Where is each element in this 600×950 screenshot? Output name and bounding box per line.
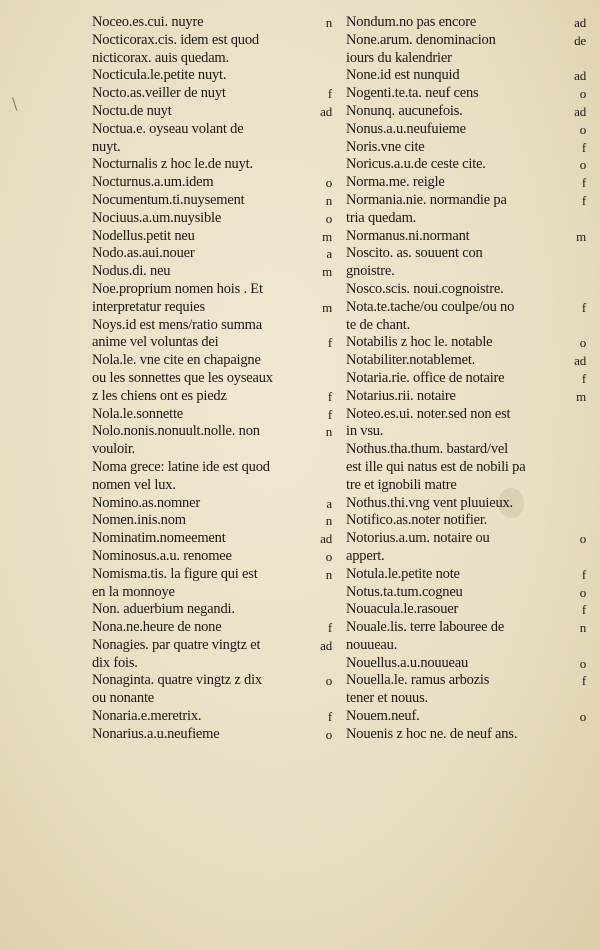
entry-continuation: te de chant.	[346, 316, 411, 333]
grammar-marker: ad	[574, 353, 586, 369]
dictionary-entry	[346, 245, 586, 281]
grammar-marker: f	[327, 335, 332, 351]
dictionary-entry	[346, 406, 586, 442]
entry-text: Non. aduerbium negandi.	[92, 601, 235, 618]
entry-continuation: nouueau.	[346, 636, 398, 653]
grammar-marker: f	[327, 86, 332, 102]
grammar-marker: f	[581, 139, 586, 155]
dictionary-entry	[92, 228, 332, 246]
grammar-marker: m	[322, 228, 332, 244]
right-column	[346, 14, 586, 744]
dictionary-entry	[92, 512, 332, 530]
dictionary-entry	[92, 423, 332, 459]
dictionary-entry	[346, 388, 586, 406]
entry-text: Noricus.a.u.de ceste cite.	[346, 156, 486, 173]
grammar-marker: n	[579, 620, 586, 636]
entry-continuation: gnoistre.	[346, 263, 395, 280]
dictionary-entry	[346, 174, 586, 192]
grammar-marker: o	[579, 121, 586, 137]
entry-text: Nota.te.tache/ou coulpe/ou no	[346, 298, 515, 315]
dictionary-entry	[346, 441, 586, 459]
entry-text: Notorius.a.um. notaire ou	[346, 530, 490, 547]
entry-continuation: dix fois.	[92, 654, 138, 671]
entry-text: Nouellus.a.u.nouueau	[346, 654, 469, 671]
entry-text: Notarius.rii. notaire	[346, 387, 456, 404]
dictionary-entry	[92, 726, 332, 744]
dictionary-entry	[346, 14, 586, 32]
entry-text: Notabiliter.notablemet.	[346, 352, 476, 369]
dictionary-entry	[92, 210, 332, 228]
grammar-marker: ad	[320, 531, 332, 547]
entry-text: Noctu.de nuyt	[92, 102, 172, 119]
dictionary-entry	[92, 14, 332, 32]
dictionary-entry	[346, 192, 586, 228]
margin-mark: \	[12, 94, 18, 113]
dictionary-entry	[346, 228, 586, 246]
entry-text: Nouem.neuf.	[346, 708, 420, 725]
dictionary-entry	[346, 370, 586, 388]
entry-text: Nonunq. aucunefois.	[346, 102, 463, 119]
entry-continuation: vouloir.	[92, 441, 136, 458]
entry-text: Nonarius.a.u.neufieme	[92, 725, 220, 742]
dictionary-entry	[92, 85, 332, 103]
dictionary-entry	[92, 156, 332, 174]
dictionary-entry	[346, 566, 586, 584]
entry-text: Nominatim.nomeement	[92, 530, 226, 547]
grammar-marker: ad	[320, 103, 332, 119]
entry-text: Nonus.a.u.neufuieme	[346, 120, 466, 137]
dictionary-entry	[346, 601, 586, 619]
dictionary-entry	[346, 672, 586, 708]
entry-text: Nomino.as.nomner	[92, 494, 200, 511]
dictionary-entry	[92, 459, 332, 495]
grammar-marker: o	[579, 531, 586, 547]
entry-text: ou les sonnettes que les oyseaux	[92, 369, 273, 386]
entry-text: Nocturnus.a.um.idem	[92, 174, 214, 191]
grammar-marker: f	[581, 602, 586, 618]
dictionary-entry	[346, 32, 586, 68]
grammar-marker: a	[326, 495, 332, 511]
entry-text: Nocumentum.ti.nuysement	[92, 191, 245, 208]
dictionary-entry	[346, 139, 586, 157]
entry-text: Nosco.scis. noui.cognoistre.	[346, 280, 504, 297]
entry-text: Nouella.le. ramus arbozis	[346, 672, 490, 689]
entry-continuation: nuyt.	[92, 138, 121, 155]
entry-text: z les chiens ont es piedz	[92, 387, 227, 404]
grammar-marker: ad	[574, 103, 586, 119]
dictionary-entry	[346, 512, 586, 530]
entry-continuation: in vsu.	[346, 423, 384, 440]
entry-text: interpretatur requies	[92, 298, 205, 315]
grammar-marker: f	[581, 566, 586, 582]
dictionary-entry	[92, 406, 332, 424]
grammar-marker: o	[579, 584, 586, 600]
dictionary-entry	[92, 334, 332, 352]
entry-text: Nouacula.le.rasouer	[346, 601, 459, 618]
dictionary-entry	[92, 192, 332, 210]
entry-text: Nodus.di. neu	[92, 263, 171, 280]
entry-text: None.id est nunquid	[346, 67, 460, 84]
entry-text: Nocticorax.cis. idem est quod	[92, 31, 259, 48]
entry-text: Nocturnalis z hoc le.de nuyt.	[92, 156, 253, 173]
dictionary-entry	[346, 85, 586, 103]
grammar-marker: f	[581, 192, 586, 208]
entry-text: Nola.le.sonnette	[92, 405, 184, 422]
dictionary-entry	[92, 370, 332, 388]
dictionary-entry	[346, 334, 586, 352]
dictionary-entry	[346, 121, 586, 139]
entry-text: Normanus.ni.normant	[346, 227, 470, 244]
entry-text: anime vel voluntas dei	[92, 334, 219, 351]
dictionary-entry	[92, 495, 332, 513]
grammar-marker: o	[579, 709, 586, 725]
grammar-marker: f	[327, 406, 332, 422]
dictionary-entry	[92, 566, 332, 602]
entry-text: Noceo.es.cui. nuyre	[92, 14, 204, 30]
dictionary-entry	[92, 530, 332, 548]
entry-text: Nociuus.a.um.nuysible	[92, 209, 222, 226]
dictionary-entry	[92, 601, 332, 619]
entry-text: Nocticula.le.petite nuyt.	[92, 67, 227, 84]
grammar-marker: m	[576, 388, 586, 404]
entry-text: Nogenti.te.ta. neuf cens	[346, 85, 479, 102]
dictionary-entry	[346, 103, 586, 121]
entry-continuation: ou nonante	[92, 690, 155, 707]
dictionary-entry	[92, 50, 332, 68]
dictionary-entry	[92, 352, 332, 370]
entry-text: Nola.le. vne cite en chapaigne	[92, 352, 261, 369]
dictionary-entry	[346, 584, 586, 602]
entry-continuation: tre et ignobili matre	[346, 476, 457, 493]
grammar-marker: f	[581, 175, 586, 191]
entry-text: Norma.me. reigle	[346, 174, 445, 191]
grammar-marker: f	[581, 299, 586, 315]
grammar-marker: ad	[574, 15, 586, 30]
dictionary-entry	[92, 317, 332, 335]
grammar-marker: o	[325, 210, 332, 226]
grammar-marker: m	[576, 228, 586, 244]
dictionary-entry	[92, 103, 332, 121]
entry-text: Notula.le.petite note	[346, 565, 460, 582]
grammar-marker: de	[574, 32, 586, 48]
entry-text: Nolo.nonis.nonuult.nolle. non	[92, 423, 260, 440]
dictionary-entry	[346, 530, 586, 566]
entry-text: Nodo.as.aui.nouer	[92, 245, 195, 262]
dictionary-entry	[92, 263, 332, 281]
dictionary-entry	[92, 67, 332, 85]
grammar-marker: n	[325, 192, 332, 208]
dictionary-entry	[346, 459, 586, 495]
grammar-marker: m	[322, 264, 332, 280]
entry-text: Nonaginta. quatre vingtz z dix	[92, 672, 262, 689]
entry-text: Normania.nie. normandie pa	[346, 191, 507, 208]
entry-text: Nodellus.petit neu	[92, 227, 195, 244]
entry-text: est ille qui natus est de nobili pa	[346, 458, 526, 475]
entry-text: nicticorax. auis quedam.	[92, 49, 229, 66]
entry-text: Notabilis z hoc le. notable	[346, 334, 493, 351]
dictionary-entry	[92, 637, 332, 673]
entry-text: Notifico.as.noter notifier.	[346, 512, 488, 529]
entry-continuation: iours du kalendrier	[346, 49, 452, 66]
entry-text: Nothus.thi.vng vent pluuieux.	[346, 494, 513, 511]
grammar-marker: o	[579, 335, 586, 351]
dictionary-entry	[346, 708, 586, 726]
grammar-marker: f	[327, 388, 332, 404]
entry-text: Notus.ta.tum.cogneu	[346, 583, 463, 600]
dictionary-entry	[346, 67, 586, 85]
entry-text: Nondum.no pas encore	[346, 14, 477, 30]
entry-continuation: appert.	[346, 547, 385, 564]
dictionary-entry	[92, 121, 332, 157]
grammar-marker: o	[579, 86, 586, 102]
dictionary-entry	[346, 495, 586, 513]
dictionary-entry	[92, 299, 332, 317]
left-column	[92, 14, 332, 744]
entry-text: Nothus.tha.thum. bastard/vel	[346, 441, 508, 458]
entry-text: Noma grece: latine ide est quod	[92, 458, 270, 475]
dictionary-entry	[346, 726, 586, 744]
grammar-marker: f	[581, 673, 586, 689]
entry-text: Nonaria.e.meretrix.	[92, 708, 202, 725]
grammar-marker: o	[579, 157, 586, 173]
grammar-marker: n	[325, 424, 332, 440]
grammar-marker: f	[581, 370, 586, 386]
dictionary-entry	[92, 174, 332, 192]
entry-text: Noctua.e. oyseau volant de	[92, 120, 244, 137]
entry-continuation: tener et nouus.	[346, 690, 428, 707]
dictionary-entry	[92, 619, 332, 637]
dictionary-entry	[92, 388, 332, 406]
entry-text: Nonagies. par quatre vingtz et	[92, 636, 261, 653]
entry-continuation: tria quedam.	[346, 209, 417, 226]
dictionary-entry	[346, 281, 586, 299]
dictionary-entry	[92, 672, 332, 708]
dictionary-entry	[346, 619, 586, 655]
dictionary-entry	[92, 281, 332, 299]
grammar-marker: o	[325, 548, 332, 564]
dictionary-entry	[346, 352, 586, 370]
entry-text: Nona.ne.heure de none	[92, 619, 222, 636]
entry-text: None.arum. denominacion	[346, 31, 496, 48]
dictionary-entry	[346, 156, 586, 174]
entry-text: Nouale.lis. terre labouree de	[346, 619, 505, 636]
dictionary-entry	[92, 708, 332, 726]
entry-text: Nomen.inis.nom	[92, 512, 186, 529]
grammar-marker: f	[327, 620, 332, 636]
grammar-marker: o	[325, 673, 332, 689]
dictionary-entry	[346, 655, 586, 673]
entry-text: Noteo.es.ui. noter.sed non est	[346, 405, 511, 422]
dictionary-entry	[346, 299, 586, 335]
entry-text: Noys.id est mens/ratio summa	[92, 316, 262, 333]
dictionary-entry	[92, 548, 332, 566]
entry-continuation: en la monnoye	[92, 583, 175, 600]
grammar-marker: n	[325, 513, 332, 529]
grammar-marker: n	[325, 15, 332, 30]
grammar-marker: o	[579, 655, 586, 671]
grammar-marker: ad	[320, 637, 332, 653]
entry-text: Noscito. as. souuent con	[346, 245, 483, 262]
grammar-marker: f	[327, 709, 332, 725]
entry-text: Notaria.rie. office de notaire	[346, 369, 505, 386]
grammar-marker: o	[325, 726, 332, 742]
grammar-marker: m	[322, 299, 332, 315]
entry-text: Noe.proprium nomen hois . Et	[92, 280, 263, 297]
entry-text: Nocto.as.veiller de nuyt	[92, 85, 226, 102]
entry-text: Nouenis z hoc ne. de neuf ans.	[346, 725, 518, 742]
entry-continuation: nomen vel lux.	[92, 476, 176, 493]
grammar-marker: n	[325, 566, 332, 582]
dictionary-entry	[92, 245, 332, 263]
entry-text: Nomisma.tis. la figure qui est	[92, 565, 258, 582]
entry-text: Nominosus.a.u. renomee	[92, 547, 232, 564]
grammar-marker: o	[325, 175, 332, 191]
dictionary-entry	[92, 32, 332, 50]
grammar-marker: a	[326, 246, 332, 262]
grammar-marker: ad	[574, 68, 586, 84]
entry-text: Noris.vne cite	[346, 138, 425, 155]
